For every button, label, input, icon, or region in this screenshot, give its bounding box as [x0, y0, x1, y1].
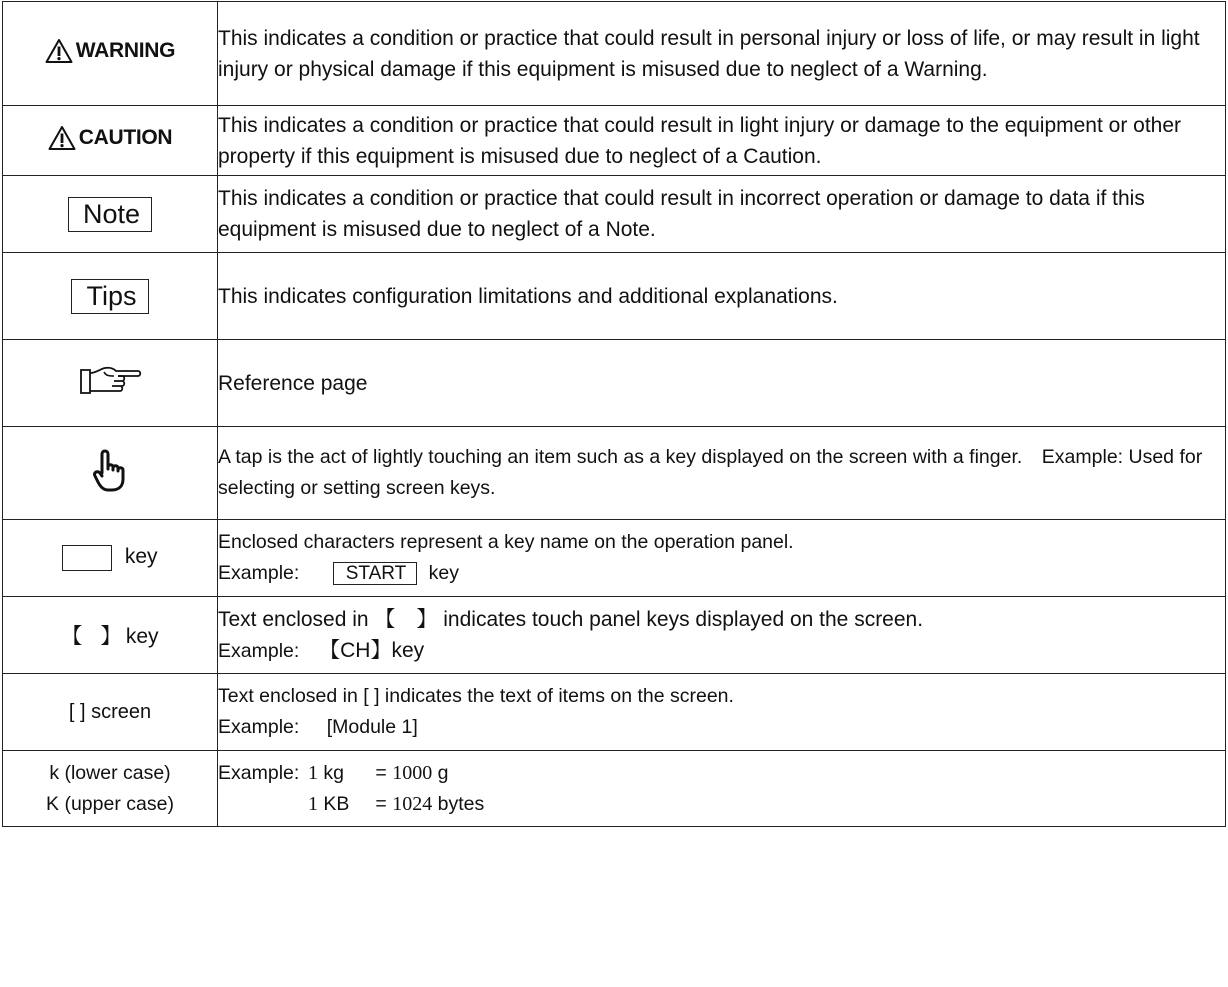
open-bracket: 【: [61, 625, 83, 648]
value: 1024: [392, 792, 433, 815]
warning-label: [45, 38, 175, 64]
tips-description: This indicates configuration limitations and additional explanations.: [218, 253, 1226, 340]
symbol-cell: [3, 2, 218, 106]
tap-description: A tap is the act of lightly touching an item such as a key displayed on the screen with a finger. Example: Used for selecting or setting screen keys.: [218, 427, 1226, 520]
empty-key-box: [62, 545, 112, 571]
warning-triangle-icon: [45, 38, 73, 64]
pointing-hand-icon: [78, 364, 142, 398]
example-label: Example:: [218, 562, 300, 584]
symbol-cell: [3, 520, 218, 597]
example-value: [Module 1]: [326, 716, 418, 738]
example-value: 【CH】key: [319, 638, 425, 662]
value: 1000: [392, 761, 433, 784]
touch-key-description: [218, 597, 1226, 674]
equals: =: [375, 761, 387, 784]
screen-example: [218, 712, 1225, 743]
symbol-cell: [3, 751, 218, 827]
unit: kg: [323, 761, 345, 784]
panel-key-text: Enclosed characters represent a key name on the operation panel.: [218, 531, 794, 553]
caution-text: CAUTION: [78, 126, 173, 149]
case-description: [218, 751, 1226, 827]
legend-row-warning: [3, 2, 1226, 106]
panel-key-description: [218, 520, 1226, 597]
warning-description: This indicates a condition or practice that could result in personal injury or loss of life, or may result in light injury or physical damage if this equipment is misused due to neglect of a Warning.: [218, 2, 1226, 106]
screen-label: [ ] screen: [68, 700, 152, 723]
close-bracket: 】: [100, 625, 122, 648]
key-label: key: [124, 544, 158, 568]
value-unit: bytes: [437, 792, 485, 815]
symbol-cell: [3, 340, 218, 427]
symbol-cell: [3, 597, 218, 674]
legend-row-screen: [3, 674, 1226, 751]
legend-row-tips: [3, 253, 1226, 340]
lower-case-label: k (lower case): [49, 761, 171, 784]
case-example-line-1: [218, 758, 1225, 789]
example-suffix: key: [428, 562, 460, 584]
legend-row-note: [3, 176, 1226, 253]
example-label: Example:: [218, 716, 300, 738]
touch-key-text: Text enclosed in 【 】 indicates touch panel keys displayed on the screen.: [218, 607, 924, 631]
touch-key-example: [218, 635, 1225, 667]
example-label: Example:: [218, 761, 300, 784]
case-example-line-2: [218, 789, 1225, 820]
equals: =: [375, 792, 387, 815]
caution-label: [48, 125, 173, 151]
caution-description: This indicates a condition or practice that could result in light injury or damage to the equipment or other property if this equipment is misused due to neglect of a Caution.: [218, 106, 1226, 176]
value-unit: g: [437, 761, 449, 784]
legend-row-tap: [3, 427, 1226, 520]
key-label: key: [125, 625, 159, 648]
legend-row-reference: [3, 340, 1226, 427]
screen-description: [218, 674, 1226, 751]
symbol-cell: [3, 253, 218, 340]
unit: KB: [323, 792, 350, 815]
num: 1: [308, 761, 318, 784]
legend-row-caution: [3, 106, 1226, 176]
notation-legend-table: [2, 1, 1226, 827]
reference-description: Reference page: [218, 340, 1226, 427]
panel-key-example: [218, 558, 1225, 589]
legend-row-case: [3, 751, 1226, 827]
legend-row-touch-key: [3, 597, 1226, 674]
symbol-cell: [3, 674, 218, 751]
warning-triangle-icon: [48, 125, 76, 151]
num: 1: [308, 792, 318, 815]
example-label: Example:: [218, 639, 300, 662]
screen-text: Text enclosed in [ ] indicates the text of items on the screen.: [218, 685, 734, 707]
start-key-box: START: [333, 562, 418, 585]
tap-finger-icon: [92, 449, 128, 493]
upper-case-label: K (upper case): [46, 792, 174, 815]
symbol-cell: [3, 176, 218, 253]
tips-label: Tips: [71, 279, 148, 314]
note-description: This indicates a condition or practice that could result in incorrect operation or damage to data if this equipment is misused due to neglect of a Note.: [218, 176, 1226, 253]
symbol-cell: [3, 106, 218, 176]
symbol-cell: [3, 427, 218, 520]
legend-row-panel-key: [3, 520, 1226, 597]
warning-text: WARNING: [75, 39, 176, 62]
note-label: Note: [68, 197, 152, 232]
